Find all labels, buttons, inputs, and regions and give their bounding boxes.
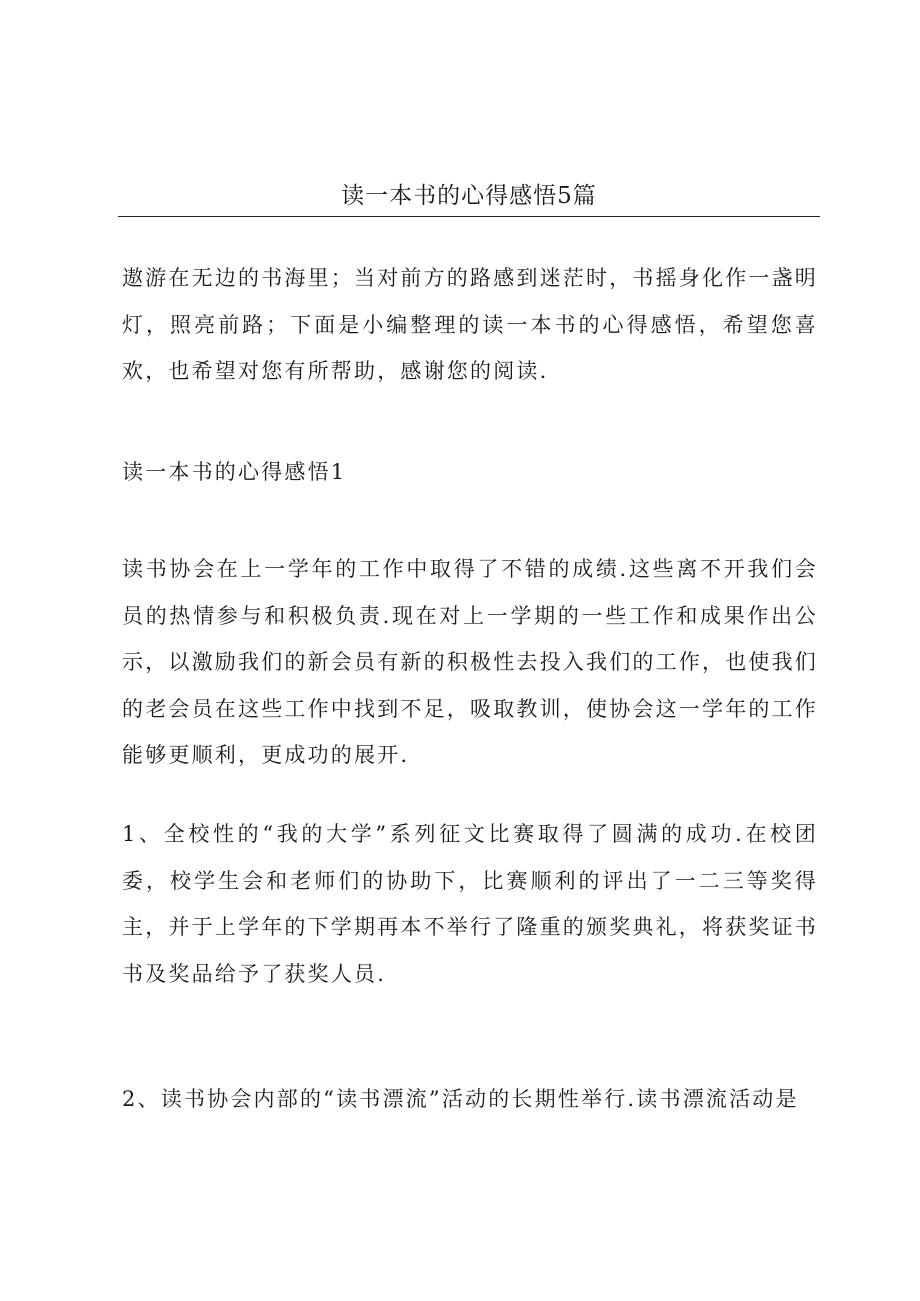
paragraph-2: 1、全校性的“我的大学”系列征文比赛取得了圆满的成功.在校团委，校学生会和老师们的协助下，比赛顺利的评出了一二三等奖得主，并于上学年的下学期再本不举行了隆重的颁奖典礼，将获奖证书书及奖品给予了获奖人员. — [122, 822, 818, 986]
title-underline — [118, 216, 820, 217]
section-heading-1: 读一本书的心得感悟1 — [122, 460, 347, 484]
paragraph-1: 读书协会在上一学年的工作中取得了不错的成绩.这些离不开我们会员的热情参与和积极负责.现在对上一学期的一些工作和成果作出公示，以激励我们的新会员有新的积极性去投入我们的工作，也使我们的老会员在这些工作中找到不足，吸取教训，使协会这一学年的工作能够更顺利，更成功的展开. — [122, 557, 818, 767]
intro-paragraph: 遨游在无边的书海里；当对前方的路感到迷茫时，书摇身化作一盏明灯，照亮前路；下面是小编整理的读一本书的心得感悟，希望您喜欢，也希望对您有所帮助，感谢您的阅读. — [122, 266, 818, 383]
document-title: 读一本书的心得感悟5篇 — [341, 183, 597, 209]
paragraph-3: 2、读书协会内部的“读书漂流”活动的长期性举行.读书漂流活动是 — [122, 1087, 799, 1111]
